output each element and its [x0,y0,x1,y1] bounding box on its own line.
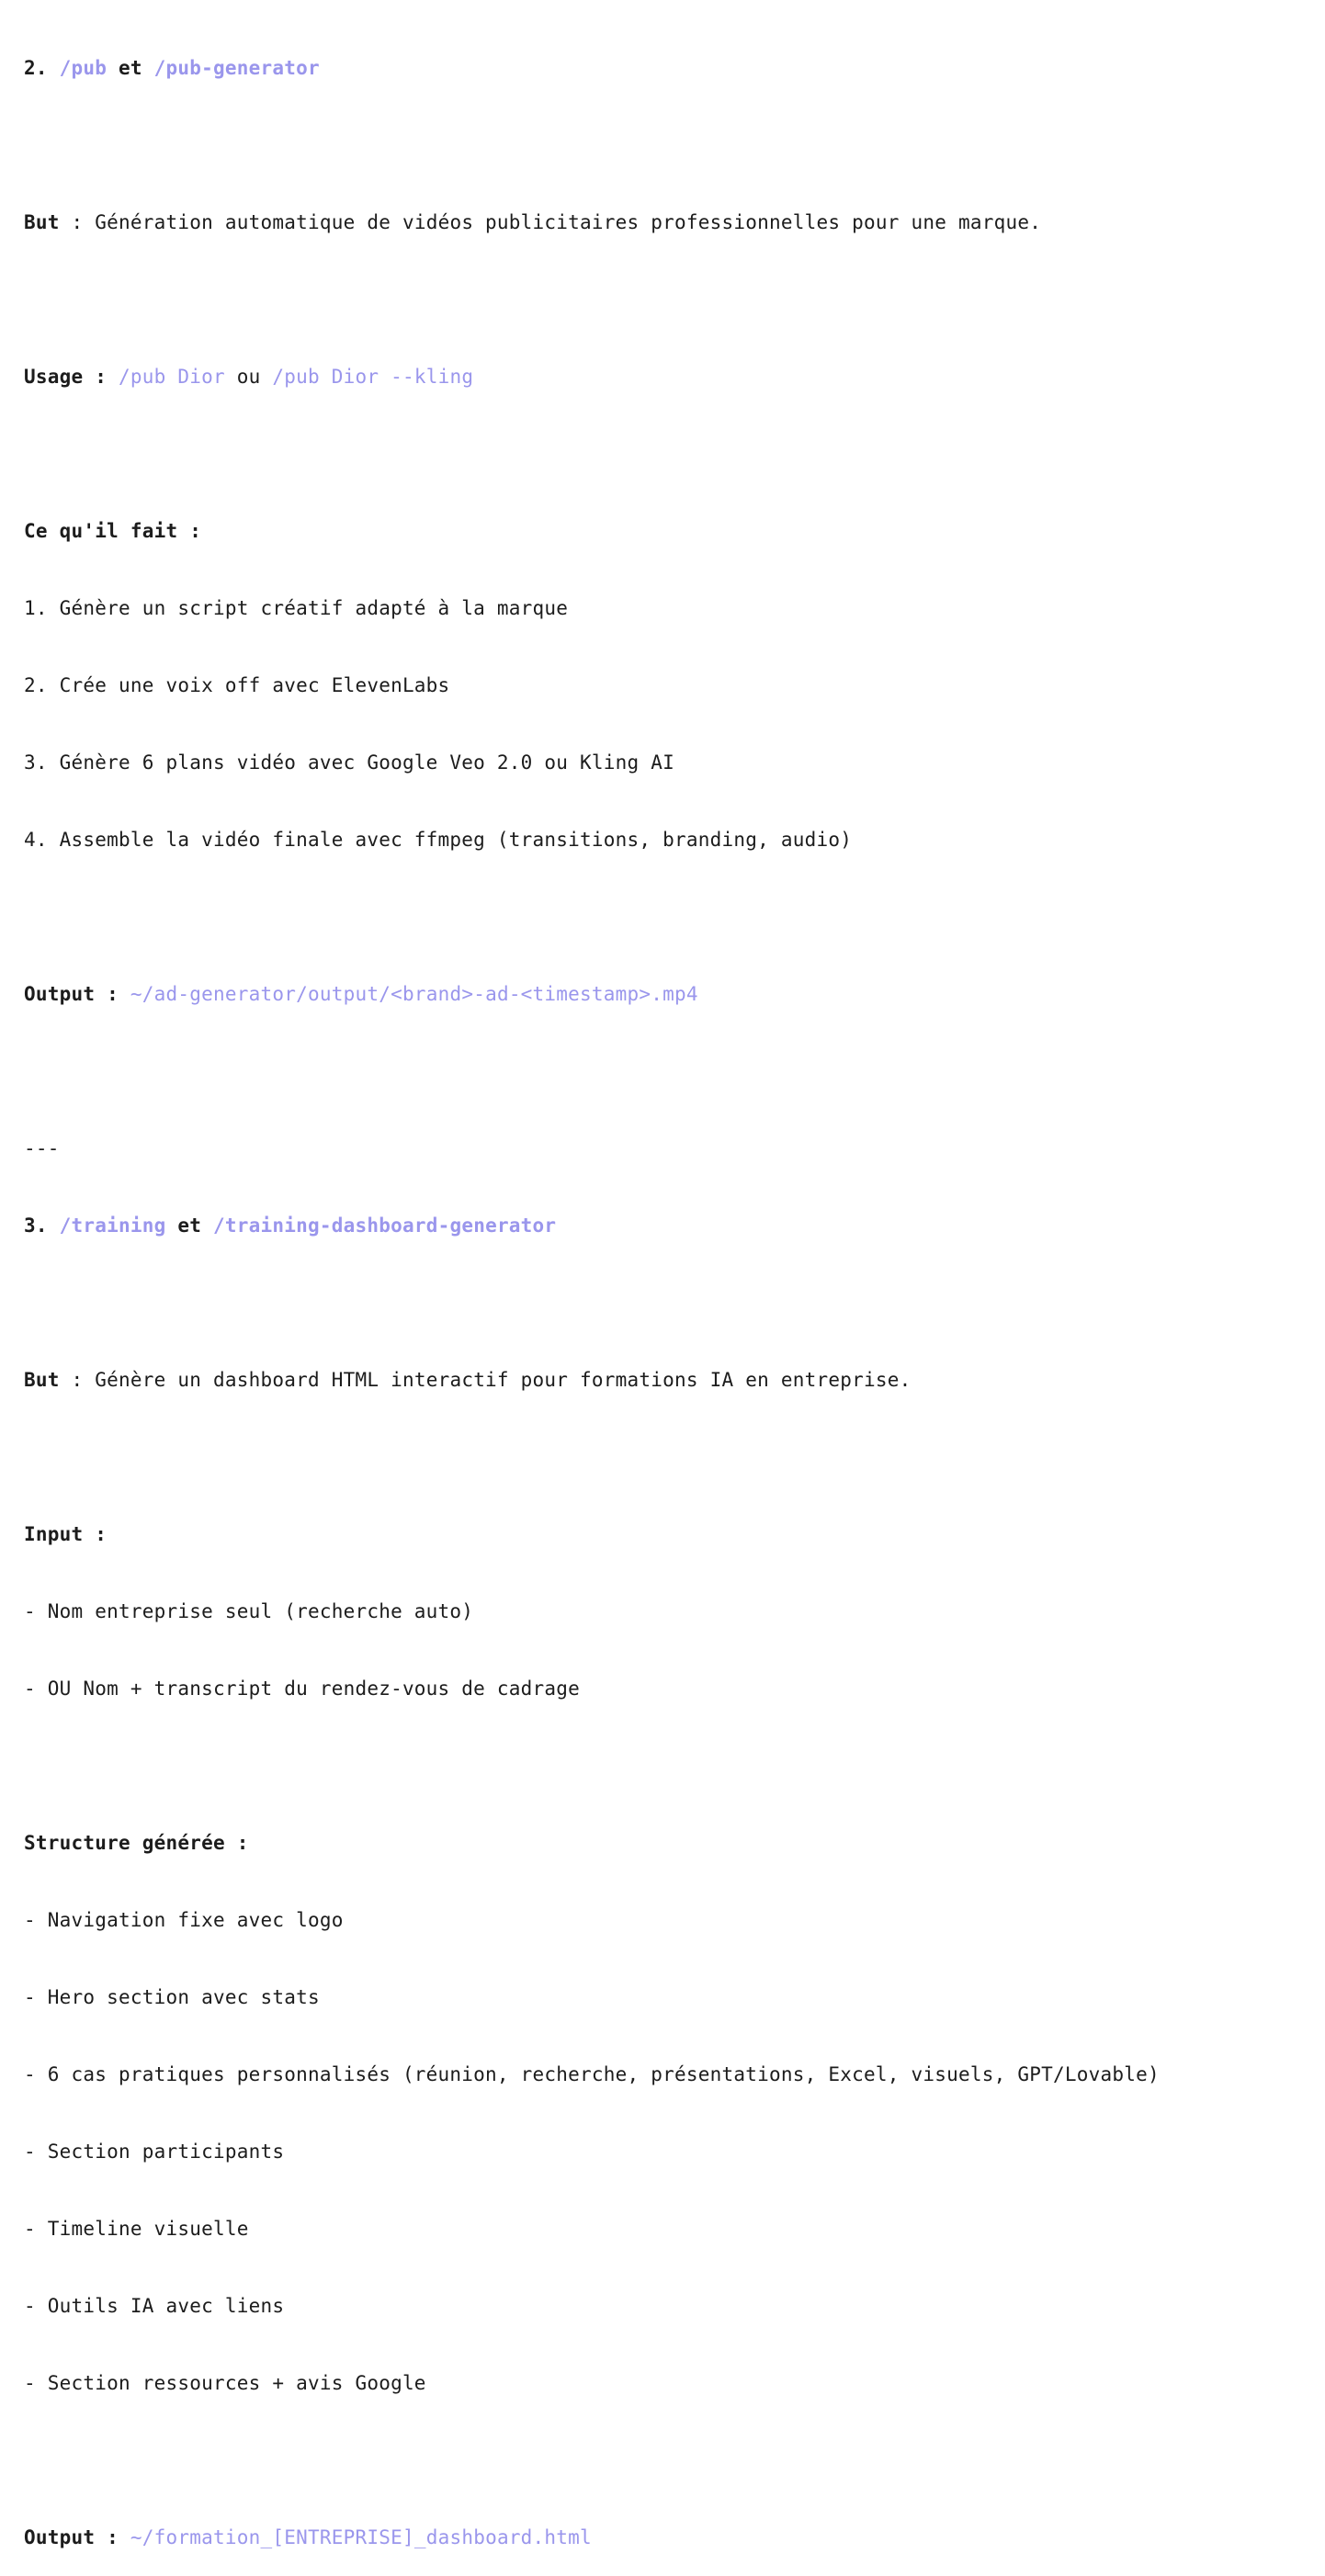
output-label: Output [24,983,96,1005]
usage-example-1: /pub Dior [119,366,225,388]
list-item: - Timeline visuelle [24,2218,249,2240]
section2-output: Output : ~/ad-generator/output/<brand>-ad-<timestamp>.mp4 [24,983,698,1005]
output-label: Output [24,2526,96,2548]
section2-but: But : Génération automatique de vidéos publicitaires professionnelles pour une marque. [24,211,1042,233]
section3-structure-label: Structure générée : [24,1832,249,1854]
usage-or: ou [236,366,261,388]
list-item: - Outils IA avec liens [24,2295,285,2317]
list-item: 4. Assemble la vidéo finale avec ffmpeg (transitions, branding, audio) [24,829,853,851]
section2-heading [24,55,1160,81]
command-training: /training [59,1215,166,1237]
list-item: - 6 cas pratiques personnalisés (réunion, recherche, présentations, Excel, visuels, GPT/Lovable) [24,2063,1160,2085]
list-item: - Hero section avec stats [24,1986,320,2008]
divider: --- [24,1137,60,1159]
heading-conjunction: et [177,1215,202,1237]
list-item: - Nom entreprise seul (recherche auto) [24,1600,474,1622]
command-pub-generator: /pub-generator [153,57,320,79]
list-item: 1. Génère un script créatif adapté à la marque [24,597,569,619]
section3-heading [24,1213,1160,1238]
but-text: Génération automatique de vidéos publicitaires professionnelles pour une marque. [95,211,1042,233]
list-item: - Section participants [24,2141,285,2163]
section2-does-label: Ce qu'il fait : [24,520,202,542]
command-pub: /pub [59,57,108,79]
heading-number: 2. [24,57,48,79]
list-item: - Section ressources + avis Google [24,2372,426,2394]
heading-number: 3. [24,1215,48,1237]
section3-output: Output : ~/formation_[ENTREPRISE]_dashboard.html [24,2526,592,2548]
section3-but: But : Génère un dashboard HTML interactif pour formations IA en entreprise. [24,1369,912,1391]
list-item: - Navigation fixe avec logo [24,1909,344,1931]
output-path: ~/ad-generator/output/<brand>-ad-<timestamp>.mp4 [130,983,698,1005]
but-label: But [24,1369,60,1391]
list-item: 3. Génère 6 plans vidéo avec Google Veo 2.0 ou Kling AI [24,751,675,774]
section2-usage: Usage : /pub Dior ou /pub Dior --kling [24,366,474,388]
list-item: 2. Crée une voix off avec ElevenLabs [24,674,450,696]
output-path: ~/formation_[ENTREPRISE]_dashboard.html [130,2526,592,2548]
but-label: But [24,211,60,233]
usage-example-2: /pub Dior --kling [272,366,474,388]
section3-input-label: Input : [24,1523,108,1545]
usage-label: Usage [24,366,84,388]
command-training-dashboard-generator: /training-dashboard-generator [212,1215,557,1237]
list-item: - OU Nom + transcript du rendez-vous de cadrage [24,1678,581,1700]
but-text: Génère un dashboard HTML interactif pour formations IA en entreprise. [95,1369,912,1391]
heading-conjunction: et [119,57,142,79]
terminal-output [24,4,1160,2576]
